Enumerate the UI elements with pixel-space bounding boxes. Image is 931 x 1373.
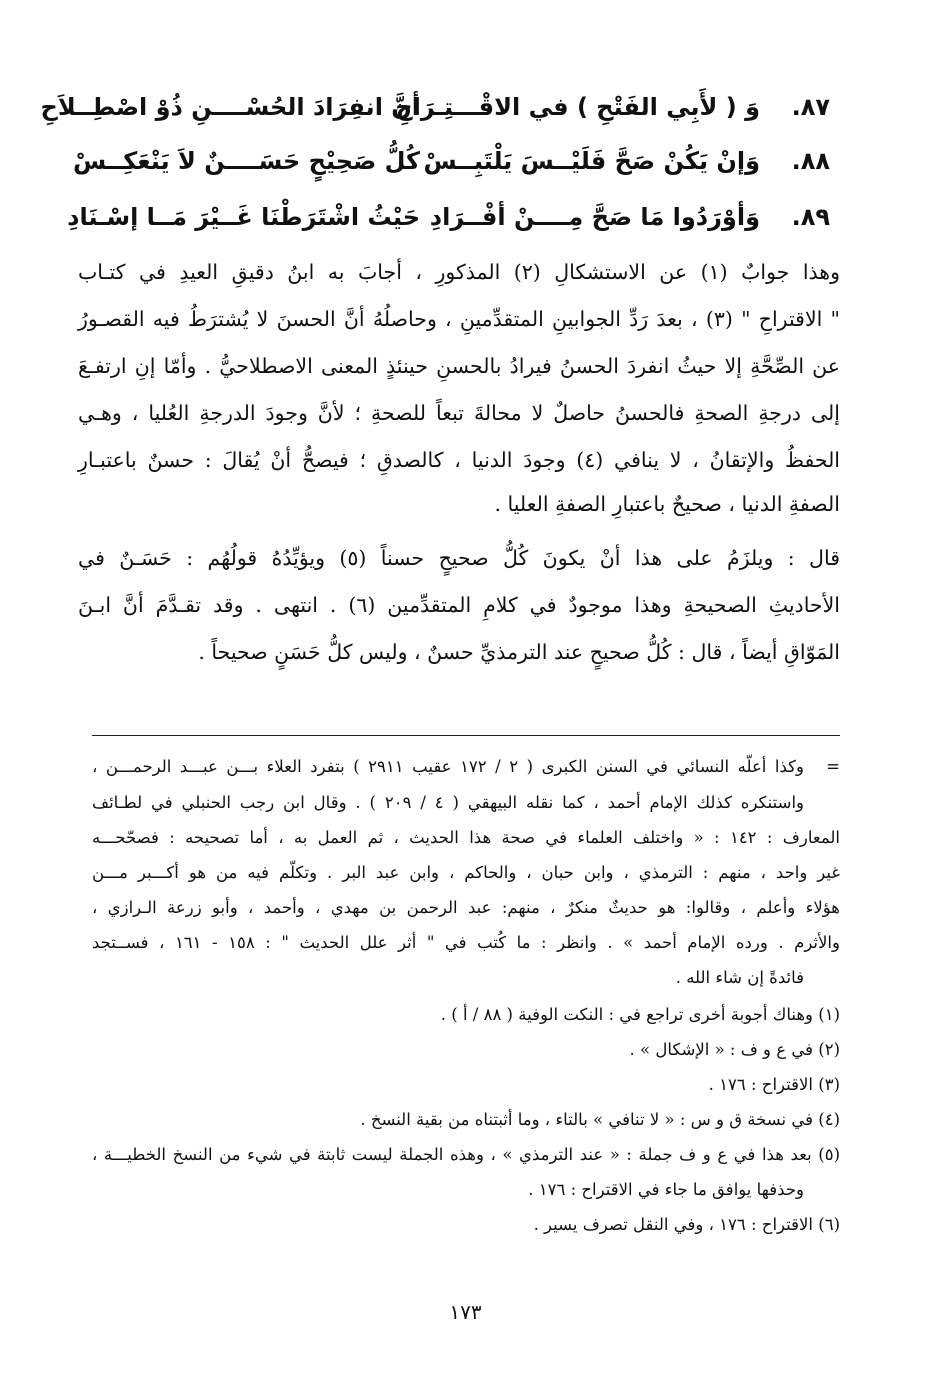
verse-first-hemistich: وَأوْرَدُوا مَا صَحَّ مِــــنْ أفْــرَادِ bbox=[429, 203, 760, 231]
body-line: الصفةِ الدنيا ، صحيحٌ باعتبارِ الصفةِ العليا . bbox=[494, 492, 840, 516]
body-line: " الاقتراحِ " (٣) ، بعدَ رَدِّ الجوابينِ المتقدِّمينِ ، وحاصلُهُ أنَّ الحسنَ لا يُشترَطُ فيه القصـورُ bbox=[78, 307, 840, 331]
footnote-continuation-line: المعارف : ١٤٢ : « واختلف العلماء في صحة هذا الحديث ، ثم العمل به ، أما تصحيحه : فصحّحـــه bbox=[92, 828, 840, 847]
footnote-2: (٢) في ع و ف : « الإشكال » . bbox=[629, 1040, 840, 1059]
body-line: المَوّاقِ أيضاً ، قال : كُلُّ صحيحٍ عند الترمذيِّ حسنٌ ، وليس كلُّ حَسَنٍ صحيحاً . bbox=[198, 640, 840, 664]
footnote-3: (٣) الاقتراح : ١٧٦ . bbox=[708, 1075, 840, 1094]
footnote-continuation-line: هؤلاء وأعلم ، وقالوا: هو حديثٌ منكرٌ ، منهم: عبد الرحمن بن مهدي ، وأحمد ، وأبو زرعة الـرازي ، bbox=[92, 898, 840, 917]
footnote-continuation-line: واستنكره كذلك الإمام أحمد ، كما نقله البيهقي ( ٤ / ٢٠٩ ) . وقال ابن رجب الحنبلي في لطـائف bbox=[92, 793, 804, 812]
footnote-continuation-line bbox=[92, 752, 840, 782]
footnote-5-continuation: وحذفها يوافق ما جاء في الاقتراح : ١٧٦ . bbox=[528, 1180, 804, 1199]
verse-89 bbox=[67, 190, 830, 244]
body-line: قال : ويلزَمُ على هذا أنْ يكونَ كُلُّ صحيحٍ حسناً (٥) ويؤيِّدُهُ قولُهُم : حَسَـنٌ في bbox=[78, 546, 841, 570]
verse-number: ٨٧. bbox=[791, 93, 830, 121]
verse-second-hemistich: أنَّ انفِرَادَ الحُسْــــنِ ذُوْ اصْطِــلاَحِ bbox=[40, 93, 420, 121]
verse-second-hemistich: كُلُّ صَحِيْحٍ حَسَــــنٌ لاَ يَنْعَكِــسْ bbox=[72, 147, 420, 175]
body-line: الأحاديثِ الصحيحةِ وهذا موجودٌ في كلامِ المتقدِّمين (٦) . انتهى . وقد تقـدَّمَ أنَّ ابـنَ bbox=[78, 593, 840, 617]
footnote-1: (١) وهناك أجوبة أخرى تراجع في : النكت الوفية ( ٨٨ / أ ) . bbox=[440, 1005, 840, 1024]
footnote-6: (٦) الاقتراح : ١٧٦ ، وفي النقل تصرف يسير . bbox=[533, 1215, 840, 1234]
continuation-marker: = bbox=[826, 757, 840, 776]
verse-first-hemistich: وَإنْ يَكُنْ صَحَّ فَلَيْــسَ يَلْتَبِــسْ bbox=[423, 147, 760, 175]
verse-number: ٨٨. bbox=[791, 147, 830, 175]
footnote-continuation-line: والأثرم . ورده الإمام أحمد » . وانظر : ما كُتب في " أثر علل الحديث " : ١٥٨ - ١٦١ ، فســتجد bbox=[92, 933, 840, 952]
footnote-separator bbox=[92, 735, 840, 736]
footnote-text: وكذا أعلّه النسائي في السنن الكبرى ( ٢ / ١٧٢ عقيب ٢٩١١ ) بتفرد العلاء بـــن عبـــد الرحمـــن ، bbox=[92, 757, 804, 776]
footnote-continuation-line: فائدةً إن شاء الله . bbox=[675, 968, 804, 987]
verse-second-hemistich: حَيْثُ اشْتَرَطْنَا غَــيْرَ مَــا إسْـنَادِ bbox=[67, 203, 420, 231]
verse-number: ٨٩. bbox=[791, 203, 830, 231]
footnote-4: (٤) في نسخة ق و س : « لا تنافي » بالتاء ، وما أثبتناه من بقية النسخ . bbox=[360, 1110, 840, 1129]
verse-87 bbox=[40, 80, 830, 134]
body-line: إلى درجةِ الصحةِ فالحسنُ حاصلٌ لا محالةَ تبعاً للصحةِ ؛ لأنَّ وجودَ الدرجةِ العُليا ، وهـي bbox=[78, 401, 840, 425]
footnote-5: (٥) بعد هذا في ع و ف جملة : « عند الترمذي » ، وهذه الجملة ليست ثابتة في شيء من النسخ الخطيـــة ، bbox=[92, 1145, 840, 1164]
verse-88 bbox=[72, 134, 830, 188]
body-line: الحفظُ والإتقانُ ، لا ينافي (٤) وجودَ الدنيا ، كالصدقِ ؛ فيصحُّ أنْ يُقالَ : حسنٌ باعتبـارِ bbox=[78, 448, 841, 472]
footnote-continuation-line: غير واحد ، منهم : الترمذي ، وابن حبان ، والحاكم ، وابن عبد البر . وتكلّم فيه من هو أكـــبر مـــن bbox=[92, 863, 840, 882]
verse-first-hemistich: وَ ( لأَبِي الفَتْحِ ) في الاقْـــتِـرَاحِ bbox=[395, 93, 760, 121]
body-line: عن الصِّحَّةِ إلا حيثُ انفردَ الحسنُ فيرادُ بالحسنِ حينئذٍ المعنى الاصطلاحيُّ . وأمّا إنِ ارتفـعَ bbox=[78, 354, 840, 378]
page-number: ١٧٣ bbox=[449, 1300, 482, 1324]
body-line: وهذا جوابٌ (١) عن الاستشكالِ (٢) المذكورِ ، أجابَ به ابنُ دقيقِ العيدِ في كتـاب bbox=[78, 260, 840, 284]
